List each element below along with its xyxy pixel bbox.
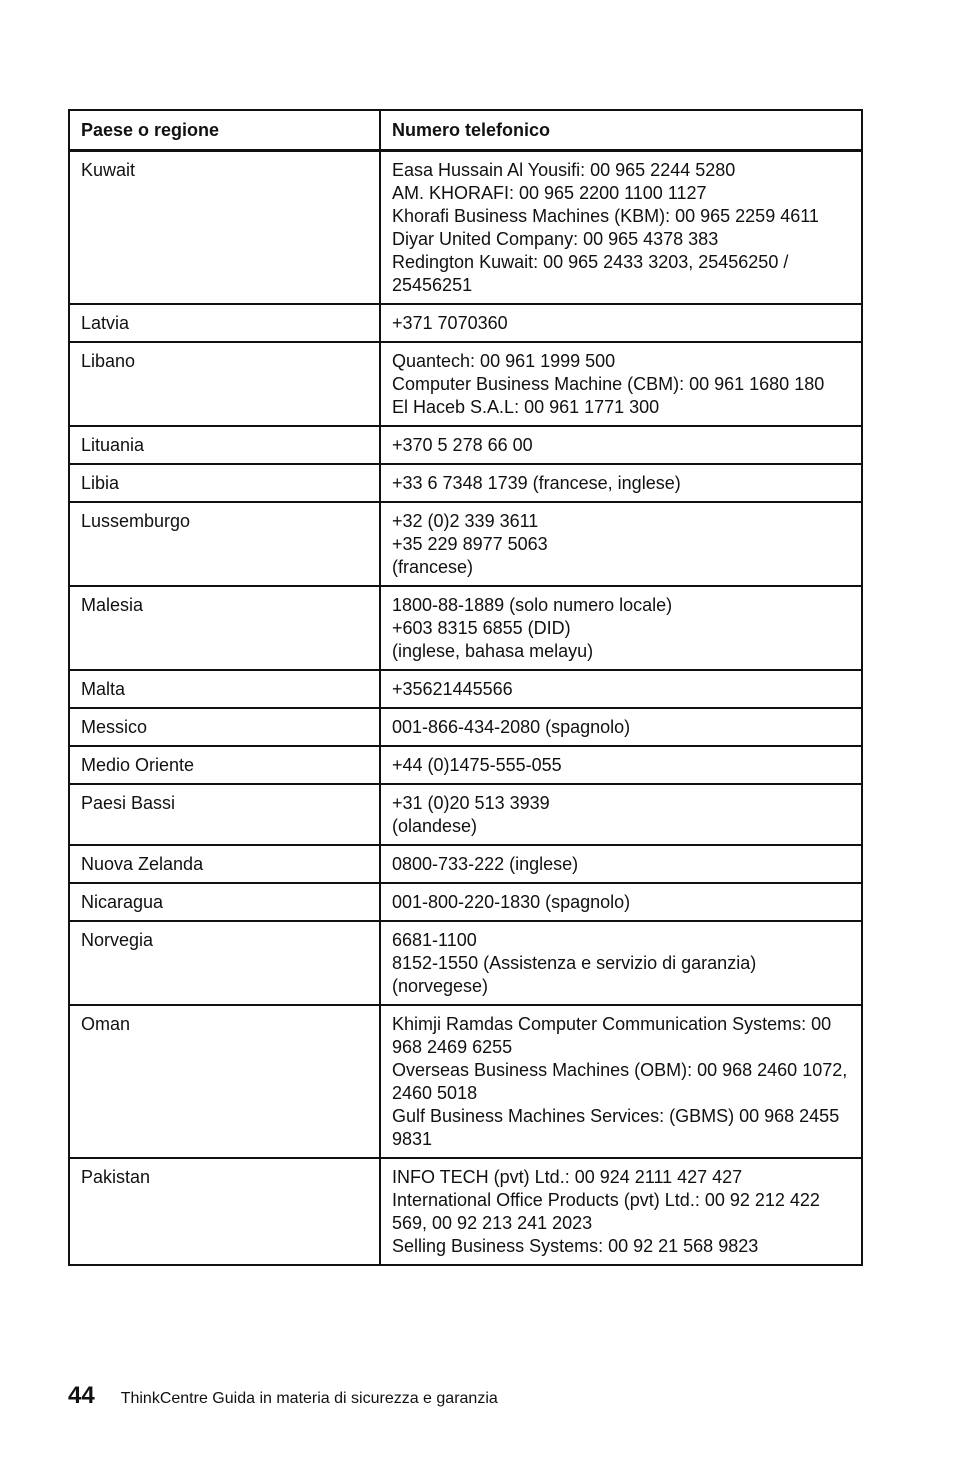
country-cell: Nuova Zelanda xyxy=(69,845,380,883)
phone-cell xyxy=(380,342,862,426)
table-row xyxy=(69,304,862,342)
page-footer xyxy=(68,1382,498,1410)
phone-cell xyxy=(380,784,862,845)
country-cell: Nicaragua xyxy=(69,883,380,921)
phone-line: 8152-1550 (Assistenza e servizio di garanzia) xyxy=(392,953,757,973)
header-country: Paese o regione xyxy=(69,110,380,151)
table-row xyxy=(69,342,862,426)
country-cell: Pakistan xyxy=(69,1158,380,1265)
table-row xyxy=(69,502,862,586)
phone-cell xyxy=(380,1005,862,1158)
phone-line: Quantech: 00 961 1999 500 xyxy=(392,351,616,371)
phone-line: +33 6 7348 1739 (francese, inglese) xyxy=(392,473,681,493)
table-row xyxy=(69,845,862,883)
phone-line: (francese) xyxy=(392,557,474,577)
table-row xyxy=(69,670,862,708)
header-phone: Numero telefonico xyxy=(380,110,862,151)
country-cell: Libano xyxy=(69,342,380,426)
phone-cell xyxy=(380,151,862,305)
phone-cell xyxy=(380,746,862,784)
phone-line: +370 5 278 66 00 xyxy=(392,435,533,455)
phone-line: 1800-88-1889 (solo numero locale) xyxy=(392,595,673,615)
phone-line: +371 7070360 xyxy=(392,313,508,333)
phone-cell xyxy=(380,883,862,921)
phone-cell xyxy=(380,586,862,670)
phone-line: Overseas Business Machines (OBM): 00 968 2460 1072, 2460 5018 xyxy=(392,1060,848,1103)
country-cell: Messico xyxy=(69,708,380,746)
country-cell: Malesia xyxy=(69,586,380,670)
table-row xyxy=(69,883,862,921)
phone-cell xyxy=(380,502,862,586)
phone-line: (norvegese) xyxy=(392,976,489,996)
phone-line: Khorafi Business Machines (KBM): 00 965 2259 4611 xyxy=(392,206,819,226)
phone-cell xyxy=(380,670,862,708)
phone-line: Easa Hussain Al Yousifi: 00 965 2244 5280 xyxy=(392,160,736,180)
phone-line: Computer Business Machine (CBM): 00 961 1680 180 xyxy=(392,374,825,394)
phone-line: Selling Business Systems: 00 92 21 568 9823 xyxy=(392,1236,759,1256)
phone-numbers-table xyxy=(68,109,863,1266)
phone-line: AM. KHORAFI: 00 965 2200 1100 1127 xyxy=(392,183,707,203)
phone-cell xyxy=(380,708,862,746)
country-cell: Lussemburgo xyxy=(69,502,380,586)
phone-cell xyxy=(380,845,862,883)
phone-line: 6681-1100 xyxy=(392,930,477,950)
phone-cell xyxy=(380,304,862,342)
phone-line: +35621445566 xyxy=(392,679,513,699)
table-row xyxy=(69,784,862,845)
phone-line: INFO TECH (pvt) Ltd.: 00 924 2111 427 427 xyxy=(392,1167,743,1187)
country-cell: Oman xyxy=(69,1005,380,1158)
phone-line: +44 (0)1475-555-055 xyxy=(392,755,562,775)
phone-line: Redington Kuwait: 00 965 2433 3203, 25456250 / 25456251 xyxy=(392,252,789,295)
phone-line: (inglese, bahasa melayu) xyxy=(392,641,594,661)
country-cell: Libia xyxy=(69,464,380,502)
table-body xyxy=(69,151,862,1266)
country-cell: Malta xyxy=(69,670,380,708)
table-row xyxy=(69,586,862,670)
country-cell: Kuwait xyxy=(69,151,380,305)
phone-cell xyxy=(380,921,862,1005)
phone-line: +35 229 8977 5063 xyxy=(392,534,548,554)
phone-line: 001-800-220-1830 (spagnolo) xyxy=(392,892,631,912)
phone-cell xyxy=(380,1158,862,1265)
phone-line: +603 8315 6855 (DID) xyxy=(392,618,571,638)
phone-line: El Haceb S.A.L: 00 961 1771 300 xyxy=(392,397,660,417)
phone-line: (olandese) xyxy=(392,816,478,836)
phone-cell xyxy=(380,426,862,464)
country-cell: Lituania xyxy=(69,426,380,464)
table-row xyxy=(69,1005,862,1158)
country-cell: Medio Oriente xyxy=(69,746,380,784)
phone-line: 001-866-434-2080 (spagnolo) xyxy=(392,717,631,737)
table-row xyxy=(69,1158,862,1265)
phone-line: +31 (0)20 513 3939 xyxy=(392,793,550,813)
table-row xyxy=(69,426,862,464)
country-cell: Norvegia xyxy=(69,921,380,1005)
phone-line: Gulf Business Machines Services: (GBMS) 00 968 2455 9831 xyxy=(392,1106,840,1149)
table-row xyxy=(69,708,862,746)
country-cell: Latvia xyxy=(69,304,380,342)
table-row xyxy=(69,464,862,502)
phone-line: 0800-733-222 (inglese) xyxy=(392,854,579,874)
table-row xyxy=(69,921,862,1005)
phone-cell xyxy=(380,464,862,502)
phone-line: International Office Products (pvt) Ltd.: 00 92 212 422 569, 00 92 213 241 2023 xyxy=(392,1190,820,1233)
table-row xyxy=(69,746,862,784)
page-number: 44 xyxy=(68,1382,95,1409)
phone-line: +32 (0)2 339 3611 xyxy=(392,511,539,531)
country-cell: Paesi Bassi xyxy=(69,784,380,845)
phone-line: Diyar United Company: 00 965 4378 383 xyxy=(392,229,719,249)
phone-line: Khimji Ramdas Computer Communication Systems: 00 968 2469 6255 xyxy=(392,1014,832,1057)
table-row xyxy=(69,151,862,305)
table-header-row xyxy=(69,110,862,151)
document-title: ThinkCentre Guida in materia di sicurezza e garanzia xyxy=(120,1390,498,1407)
